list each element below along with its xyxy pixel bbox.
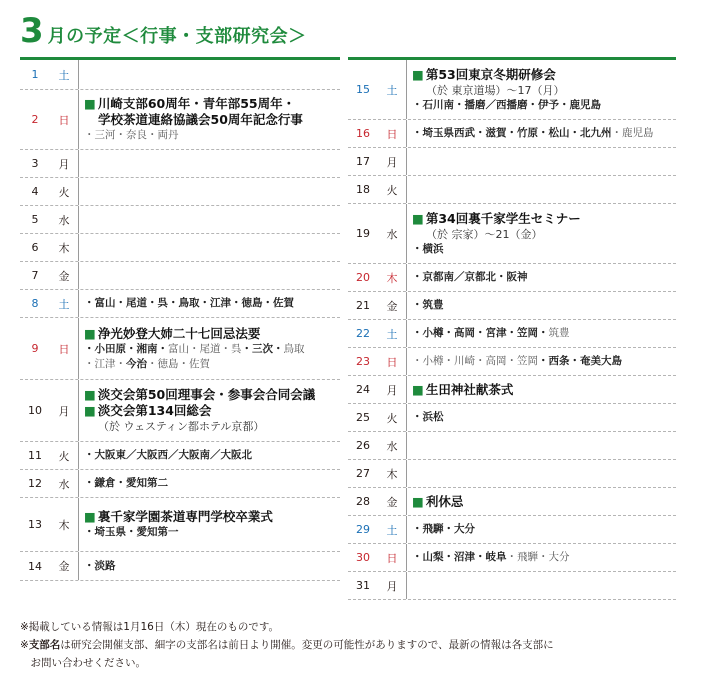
- day-number: 3: [31, 157, 39, 170]
- footnote-text: お問い合わせください。: [20, 657, 146, 669]
- day-number: 5: [31, 213, 39, 226]
- footnote-text: ※: [20, 639, 29, 651]
- event-title: [84, 387, 315, 403]
- weekday: 月: [378, 376, 407, 403]
- day-number: 12: [28, 477, 42, 490]
- branch-list: [84, 476, 168, 491]
- square-bullet-icon: ■: [84, 325, 96, 341]
- weekday: 日: [50, 318, 79, 379]
- day-number: 18: [356, 183, 370, 196]
- weekday: 日: [378, 348, 407, 375]
- branch-name: ・徳島・佐賀: [147, 357, 210, 370]
- day-row: [348, 572, 676, 600]
- branch-name: ・鎌倉・愛知第二: [84, 477, 168, 489]
- square-bullet-icon: ■: [84, 509, 96, 524]
- weekday: 火: [50, 178, 79, 205]
- day-content: [412, 320, 570, 347]
- day-row: [20, 442, 340, 470]
- branch-name: 筑豊: [548, 327, 570, 339]
- weekday: 月: [50, 380, 79, 441]
- day-number: 13: [28, 518, 42, 531]
- weekday: 金: [378, 292, 407, 319]
- day-row: [348, 544, 676, 572]
- day-number: 8: [31, 297, 39, 310]
- day-number: 2: [31, 113, 39, 126]
- title-text: 月の予定＜行事・支部研究会＞: [47, 26, 307, 47]
- day-content: [84, 380, 315, 441]
- day-row: [348, 432, 676, 460]
- day-row: [348, 120, 676, 148]
- day-number: 16: [356, 127, 370, 140]
- footnote-line: [20, 654, 554, 672]
- footnote-line: [20, 636, 554, 654]
- day-row: [20, 470, 340, 498]
- branch-name: ・三次・: [241, 342, 284, 355]
- branch-list: [412, 242, 581, 257]
- branch-name: 富山・尾道・呉: [168, 342, 242, 355]
- day-content: [412, 488, 463, 515]
- branch-name: ・鹿児島: [611, 127, 654, 139]
- square-bullet-icon: ■: [84, 403, 96, 418]
- day-row: [348, 376, 676, 404]
- branch-list: [412, 410, 444, 425]
- weekday: 月: [50, 150, 79, 177]
- day-row: [20, 498, 340, 552]
- event-title: [84, 326, 305, 342]
- page-title: [20, 11, 307, 54]
- event-title: [412, 211, 581, 227]
- branch-name: ・横浜: [412, 242, 444, 255]
- branch-name: ・浜松: [412, 411, 444, 423]
- branch-list: [84, 342, 305, 357]
- day-row: [348, 348, 676, 376]
- weekday: 金: [50, 552, 79, 580]
- footnotes: [20, 618, 554, 672]
- event-text: 第34回裏千家学生セミナー: [425, 210, 581, 226]
- weekday: 水: [378, 432, 407, 459]
- day-content: [412, 348, 622, 375]
- weekday: 火: [378, 176, 407, 203]
- day-row: [20, 206, 340, 234]
- day-content: [412, 404, 444, 431]
- footnote-text: 支部名: [28, 639, 61, 651]
- day-content: [84, 318, 305, 379]
- weekday: 金: [50, 262, 79, 289]
- day-row: [20, 178, 340, 206]
- event-text: 浄光妙登大姉二十七回忌法要: [97, 325, 261, 341]
- branch-list: [84, 525, 273, 540]
- branch-list: [84, 128, 303, 143]
- event-text: 裏千家学園茶道専門学校卒業式: [97, 509, 273, 524]
- day-number: 4: [31, 185, 39, 198]
- event-title: [84, 112, 303, 128]
- branch-list: [412, 326, 570, 341]
- day-number: 11: [28, 449, 42, 462]
- event-venue: （於 東京道場）～17（月）: [426, 83, 565, 97]
- day-content: [84, 290, 294, 317]
- event-title: [412, 67, 601, 83]
- branch-name: 小樽・川崎・高岡・笠岡: [422, 355, 538, 367]
- day-row: [20, 150, 340, 178]
- branch-name: ・小樽・高岡・宮津・笠岡・: [412, 327, 549, 339]
- square-bullet-icon: ■: [84, 387, 96, 402]
- event-title: [84, 403, 315, 419]
- weekday: 日: [50, 90, 79, 149]
- footnote-line: [20, 618, 554, 636]
- branch-list: [84, 559, 116, 574]
- day-row: [348, 264, 676, 292]
- day-content: [84, 442, 252, 469]
- day-number: 25: [356, 411, 370, 424]
- event-title: [412, 382, 513, 398]
- day-number: 19: [356, 227, 370, 240]
- weekday: 土: [50, 60, 79, 89]
- event-text: 淡交会第134回総会: [97, 403, 212, 418]
- day-number: 7: [31, 269, 39, 282]
- footnote-text: は研究会開催支部、細字の支部名は前日より開催。変更の可能性がありますので、最新の情報は各支部に: [60, 639, 554, 651]
- branch-list: [412, 298, 444, 313]
- branch-list: [412, 522, 475, 537]
- day-row: [348, 176, 676, 204]
- day-content: [412, 60, 601, 119]
- day-row: [20, 552, 340, 581]
- day-content: [412, 292, 444, 319]
- event-title: [412, 494, 463, 510]
- branch-list: [84, 357, 305, 372]
- event-text: 淡交会第50回理事会・参事会合同会議: [97, 387, 316, 402]
- branch-name: 鳥取: [283, 342, 305, 355]
- branch-list: [412, 126, 654, 141]
- day-row: [348, 148, 676, 176]
- branch-name: ・埼玉県西武・滋賀・竹原・松山・北九州: [412, 127, 612, 139]
- weekday: 水: [50, 206, 79, 233]
- square-bullet-icon: ■: [84, 96, 96, 111]
- weekday: 月: [378, 572, 407, 599]
- branch-list: [412, 270, 528, 285]
- branch-list: [412, 354, 622, 369]
- branch-name: ・大阪東／大阪西／大阪南／大阪北: [84, 449, 252, 461]
- day-row: [348, 516, 676, 544]
- weekday: 火: [50, 442, 79, 469]
- day-number: 1: [31, 68, 39, 81]
- day-number: 30: [356, 551, 370, 564]
- square-bullet-icon: ■: [412, 66, 424, 82]
- event-text: 川崎支部60周年・青年部55周年・: [97, 96, 296, 111]
- weekday: 木: [50, 498, 79, 551]
- event-text: 生田神社献茶式: [425, 381, 514, 397]
- day-row: [20, 318, 340, 380]
- branch-name: 今治: [126, 357, 147, 370]
- day-number: 31: [356, 579, 370, 592]
- day-number: 20: [356, 271, 370, 284]
- weekday: 金: [378, 488, 407, 515]
- day-row: [20, 90, 340, 150]
- day-number: 6: [31, 241, 39, 254]
- branch-name: ・西条・奄美大島: [538, 355, 622, 367]
- day-row: [348, 488, 676, 516]
- day-row: [20, 60, 340, 90]
- branch-list: [412, 98, 601, 113]
- event-title: [84, 96, 303, 112]
- day-number: 23: [356, 355, 370, 368]
- branch-list: [84, 296, 294, 311]
- day-row: [348, 460, 676, 488]
- day-row: [348, 292, 676, 320]
- day-row: [348, 320, 676, 348]
- day-content: [412, 516, 475, 543]
- day-number: 10: [28, 404, 42, 417]
- branch-name: ・埼玉県・愛知第一: [84, 526, 179, 538]
- day-content: [84, 498, 273, 551]
- day-number: 21: [356, 299, 370, 312]
- weekday: 水: [50, 470, 79, 497]
- branch-list: [84, 448, 252, 463]
- day-number: 27: [356, 467, 370, 480]
- day-row: [348, 204, 676, 264]
- branch-name: ・富山・尾道・呉・鳥取・江津・徳島・佐賀: [84, 297, 294, 309]
- square-bullet-icon: ■: [412, 210, 424, 226]
- day-content: [412, 264, 528, 291]
- day-content: [412, 544, 570, 571]
- day-content: [412, 120, 654, 147]
- weekday: 水: [378, 204, 407, 263]
- branch-list: [412, 550, 570, 565]
- day-row: [348, 404, 676, 432]
- weekday: 土: [378, 516, 407, 543]
- branch-name: ・筑豊: [412, 299, 444, 311]
- day-number: 24: [356, 383, 370, 396]
- branch-name: ・飛騨・大分: [412, 523, 475, 535]
- footnote-text: ※掲載している情報は1月16日（木）現在のものです。: [20, 621, 279, 633]
- branch-name: ・石川南・播磨／西播磨・伊予・鹿児島: [412, 98, 601, 111]
- weekday: 日: [378, 544, 407, 571]
- event-text: 利休忌: [425, 493, 464, 509]
- day-number: 26: [356, 439, 370, 452]
- day-content: [412, 204, 581, 263]
- weekday: 土: [50, 290, 79, 317]
- weekday: 日: [378, 120, 407, 147]
- title-month: 3: [20, 11, 44, 51]
- branch-name: ・山梨・沼津・岐阜: [412, 551, 507, 563]
- day-number: 9: [31, 342, 39, 355]
- square-bullet-icon: ■: [412, 493, 424, 509]
- day-row: [20, 290, 340, 318]
- weekday: 火: [378, 404, 407, 431]
- day-row: [20, 262, 340, 290]
- weekday: 月: [378, 148, 407, 175]
- day-content: [84, 90, 303, 149]
- branch-name: ・三河・奈良・両丹: [84, 129, 179, 141]
- branch-name: ・飛騨・大分: [506, 551, 570, 563]
- event-title: [84, 509, 273, 525]
- branch-name: ・淡路: [84, 559, 116, 572]
- day-row: [348, 60, 676, 120]
- branch-name: ・小田原・湘南・: [84, 342, 168, 355]
- day-content: [84, 552, 116, 580]
- weekday: 土: [378, 320, 407, 347]
- event-text: 学校茶道連絡協議会50周年記念行事: [98, 112, 303, 127]
- day-number: 29: [356, 523, 370, 536]
- day-number: 17: [356, 155, 370, 168]
- weekday: 木: [378, 264, 407, 291]
- day-row: [20, 380, 340, 442]
- weekday: 木: [50, 234, 79, 261]
- branch-name: ・: [412, 355, 423, 367]
- square-bullet-icon: ■: [412, 381, 424, 397]
- day-number: 28: [356, 495, 370, 508]
- event-venue: （於 ウェスティン都ホテル京都）: [98, 420, 265, 433]
- branch-name: ・江津・: [84, 357, 126, 370]
- day-content: [412, 376, 513, 403]
- event-venue: （於 宗家）～21（金）: [426, 227, 543, 241]
- day-content: [84, 470, 168, 497]
- day-number: 14: [28, 559, 42, 573]
- day-row: [20, 234, 340, 262]
- day-number: 22: [356, 327, 370, 340]
- event-text: 第53回東京冬期研修会: [425, 66, 556, 82]
- weekday: 土: [378, 60, 407, 119]
- day-number: 15: [356, 83, 370, 96]
- weekday: 木: [378, 460, 407, 487]
- branch-name: ・京都南／京都北・阪神: [412, 271, 528, 283]
